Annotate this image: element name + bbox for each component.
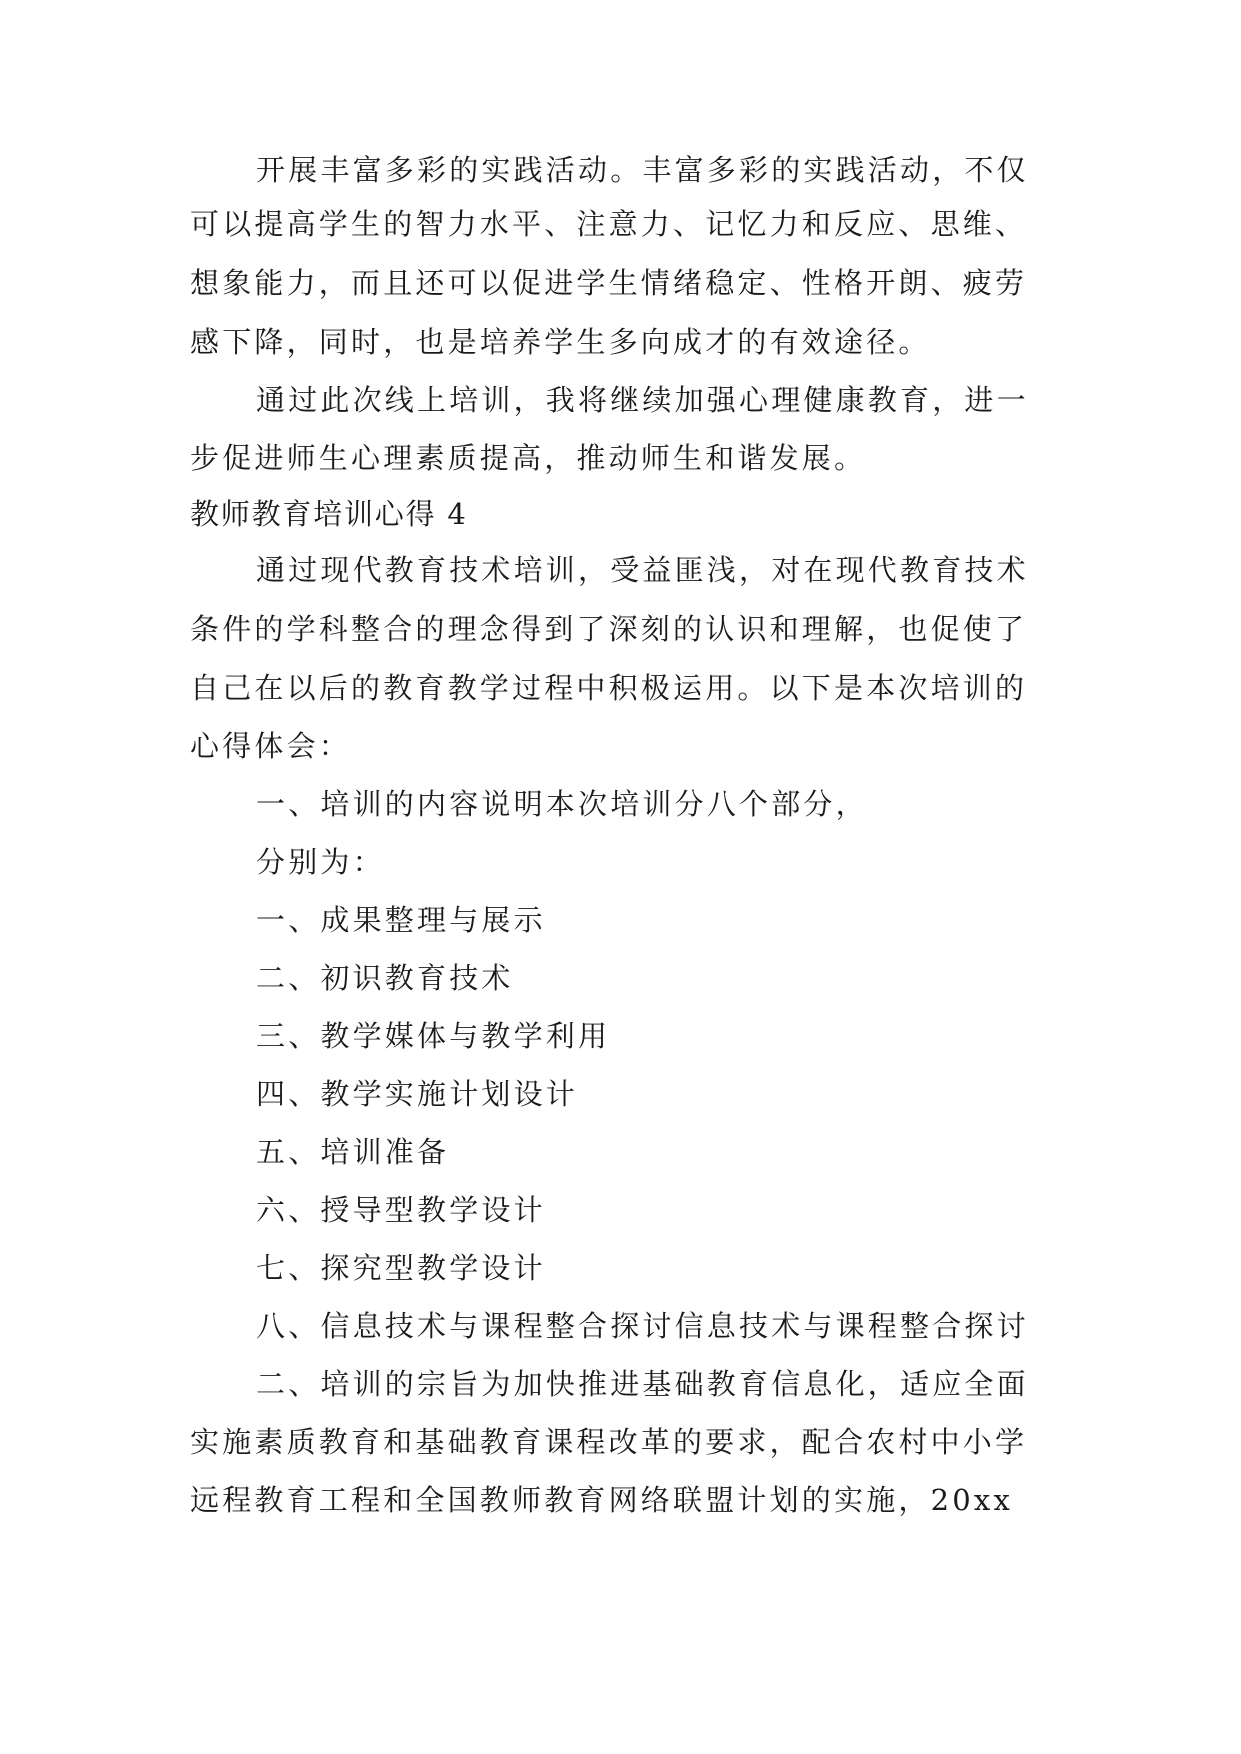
paragraph-line: 二、培训的宗旨为加快推进基础教育信息化，适应全面	[256, 1367, 1029, 1401]
list-item: 八、信息技术与课程整合探讨信息技术与课程整合探讨	[256, 1309, 1029, 1343]
paragraph-line: 实施素质教育和基础教育课程改革的要求，配合农村中小学	[190, 1425, 1028, 1459]
paragraph-line: 心得体会：	[190, 729, 352, 763]
paragraph-line: 分别为：	[256, 845, 385, 879]
paragraph-line: 可以提高学生的智力水平、注意力、记忆力和反应、思维、	[190, 207, 1028, 241]
paragraph-line: 自己在以后的教育教学过程中积极运用。以下是本次培训的	[190, 671, 1028, 705]
list-item: 四、教学实施计划设计	[256, 1077, 579, 1111]
paragraph-line: 一、培训的内容说明本次培训分八个部分，	[256, 787, 868, 821]
paragraph-line: 通过此次线上培训，我将继续加强心理健康教育，进一	[256, 383, 1029, 417]
paragraph-line: 远程教育工程和全国教师教育网络联盟计划的实施，20xx	[190, 1483, 1014, 1517]
paragraph-line: 感下降，同时，也是培养学生多向成才的有效途径。	[190, 325, 931, 359]
list-item: 三、教学媒体与教学利用	[256, 1019, 611, 1053]
list-item: 二、初识教育技术	[256, 961, 514, 995]
paragraph-line: 开展丰富多彩的实践活动。丰富多彩的实践活动，不仅	[256, 153, 1029, 187]
list-item: 七、探究型教学设计	[256, 1251, 546, 1285]
list-item: 一、成果整理与展示	[256, 903, 546, 937]
list-item: 五、培训准备	[256, 1135, 450, 1169]
paragraph-line: 条件的学科整合的理念得到了深刻的认识和理解，也促使了	[190, 612, 1028, 646]
list-item: 六、授导型教学设计	[256, 1193, 546, 1227]
paragraph-line: 步促进师生心理素质提高，推动师生和谐发展。	[190, 441, 867, 475]
paragraph-line: 想象能力，而且还可以促进学生情绪稳定、性格开朗、疲劳	[190, 266, 1028, 300]
paragraph-line: 通过现代教育技术培训，受益匪浅，对在现代教育技术	[256, 553, 1029, 587]
section-heading: 教师教育培训心得 4	[190, 497, 468, 531]
